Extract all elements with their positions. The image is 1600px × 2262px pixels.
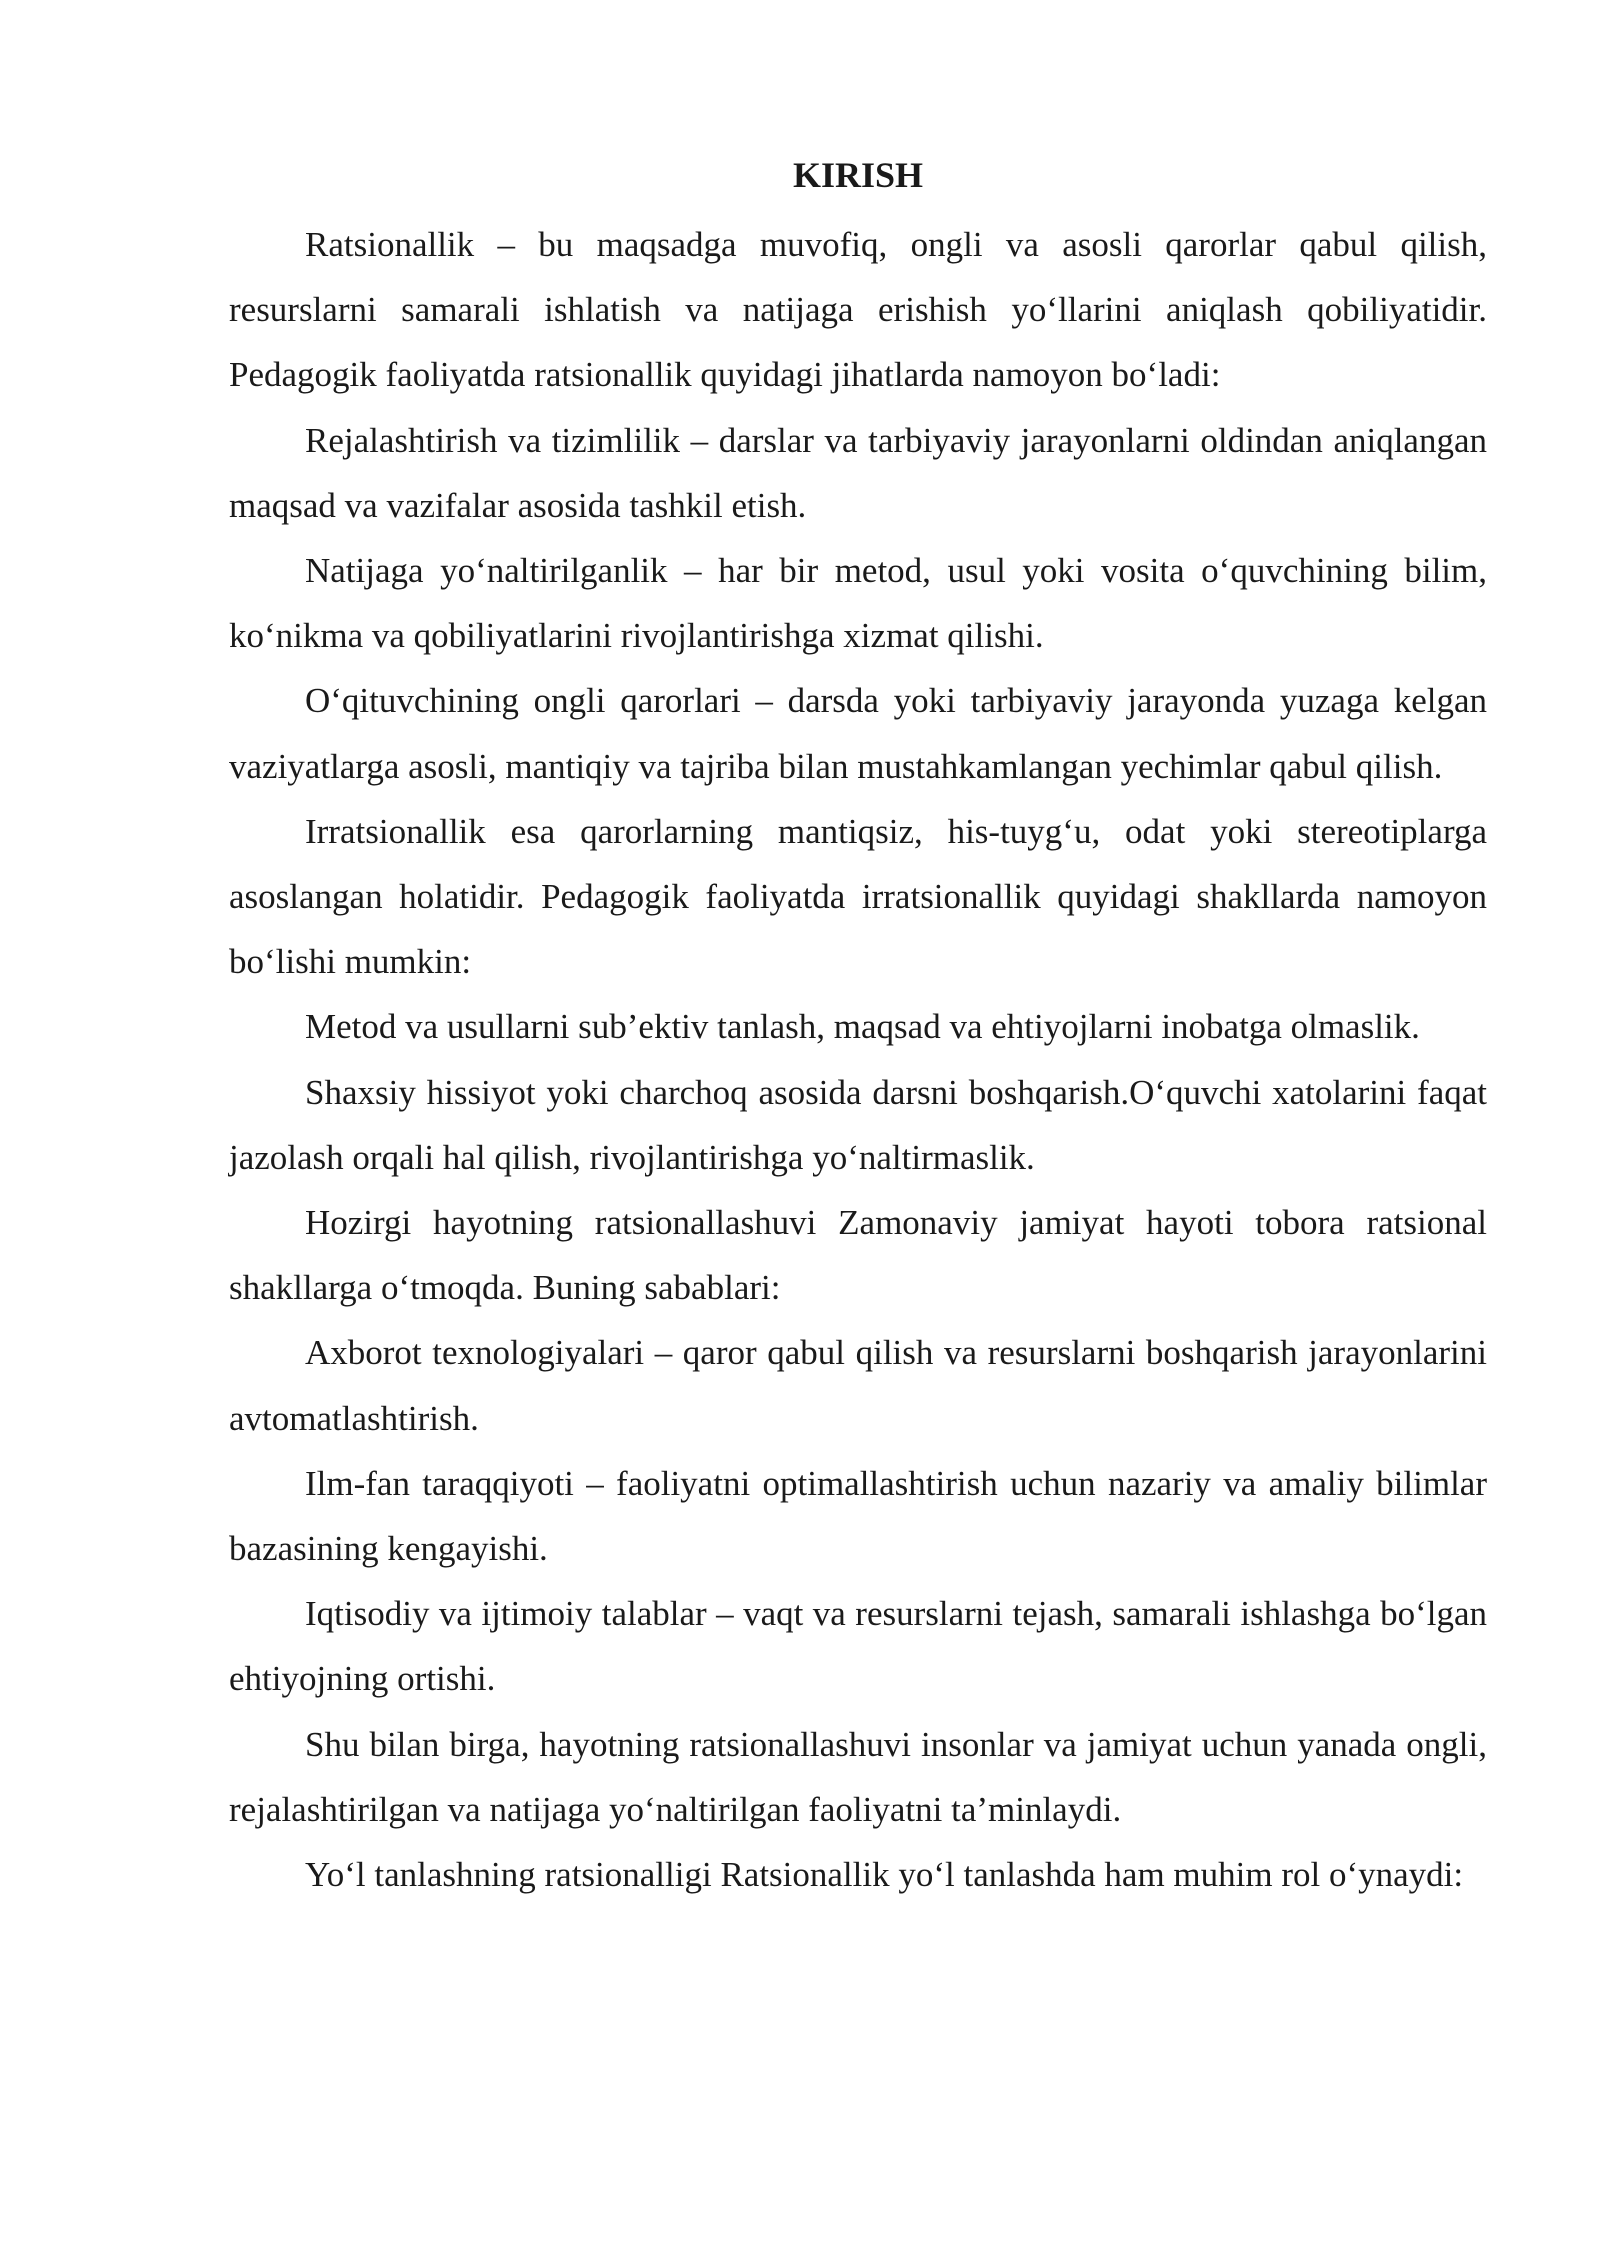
paragraph-10: Ilm-fan taraqqiyoti – faoliyatni optimallashtirish uchun nazariy va amaliy bilimlar bazasining kengayishi. [229, 1463, 1487, 1569]
paragraph-3: Natijaga yo‘naltirilganlik – har bir metod, usul yoki vosita o‘quvchining bilim, ko‘nikma va qobiliyatlarini rivojlantirishga xizmat qilishi. [229, 551, 1487, 656]
paragraph-7: Shaxsiy hissiyot yoki charchoq asosida darsni boshqarish.O‘quvchi xatolarini faqat jazolash orqali hal qilish, rivojlantirishga yo‘naltirmaslik. [229, 1072, 1487, 1177]
paragraph-2: Rejalashtirish va tizimlilik – darslar va tarbiyaviy jarayonlarni oldindan aniqlangan maqsad va vazifalar asosida tashkil etish. [229, 420, 1487, 525]
paragraph-1: Ratsionallik – bu maqsadga muvofiq, ongli va asosli qarorlar qabul qilish, resurslarni samarali ishlatish va natijaga erishish yo‘llarini aniqlash qobiliyatidir. Pedagogik faoliyatda ratsionallik quyidagi jihatlarda namoyon bo‘ladi: [229, 225, 1487, 395]
document-body [229, 148, 1487, 1907]
paragraph-4: O‘qituvchining ongli qarorlari – darsda yoki tarbiyaviy jarayonda yuzaga kelgan vaziyatlarga asosli, mantiqiy va tajriba bilan mustahkamlangan yechimlar qabul qilish. [229, 681, 1487, 786]
paragraph-6: Metod va usullarni sub’ektiv tanlash, maqsad va ehtiyojlarni inobatga olmaslik. [305, 1007, 1420, 1047]
paragraph-11: Iqtisodiy va ijtimoiy talablar – vaqt va resurslarni tejash, samarali ishlashga bo‘lgan ehtiyojning ortishi. [229, 1594, 1487, 1699]
paragraph-9: Axborot texnologiyalari – qaror qabul qilish va resurslarni boshqarish jarayonlarini avtomatlashtirish. [229, 1333, 1487, 1438]
document-title: KIRISH [792, 155, 924, 195]
paragraph-13: Yo‘l tanlashning ratsionalligi Ratsionallik yo‘l tanlashda ham muhim rol o‘ynaydi: [305, 1855, 1464, 1895]
paragraph-8: Hozirgi hayotning ratsionallashuvi Zamonaviy jamiyat hayoti tobora ratsional shakllarga o‘tmoqda. Buning sabablari: [229, 1203, 1487, 1308]
paragraph-5: Irratsionallik esa qarorlarning mantiqsiz, his-tuyg‘u, odat yoki stereotiplarga asoslangan holatidir. Pedagogik faoliyatda irratsionallik quyidagi shakllarda namoyon bo‘lishi mumkin: [229, 811, 1487, 982]
paragraph-12: Shu bilan birga, hayotning ratsionallashuvi insonlar va jamiyat uchun yanada ongli, rejalashtirilgan va natijaga yo‘naltirilgan faoliyatni ta’minlaydi. [229, 1724, 1487, 1829]
